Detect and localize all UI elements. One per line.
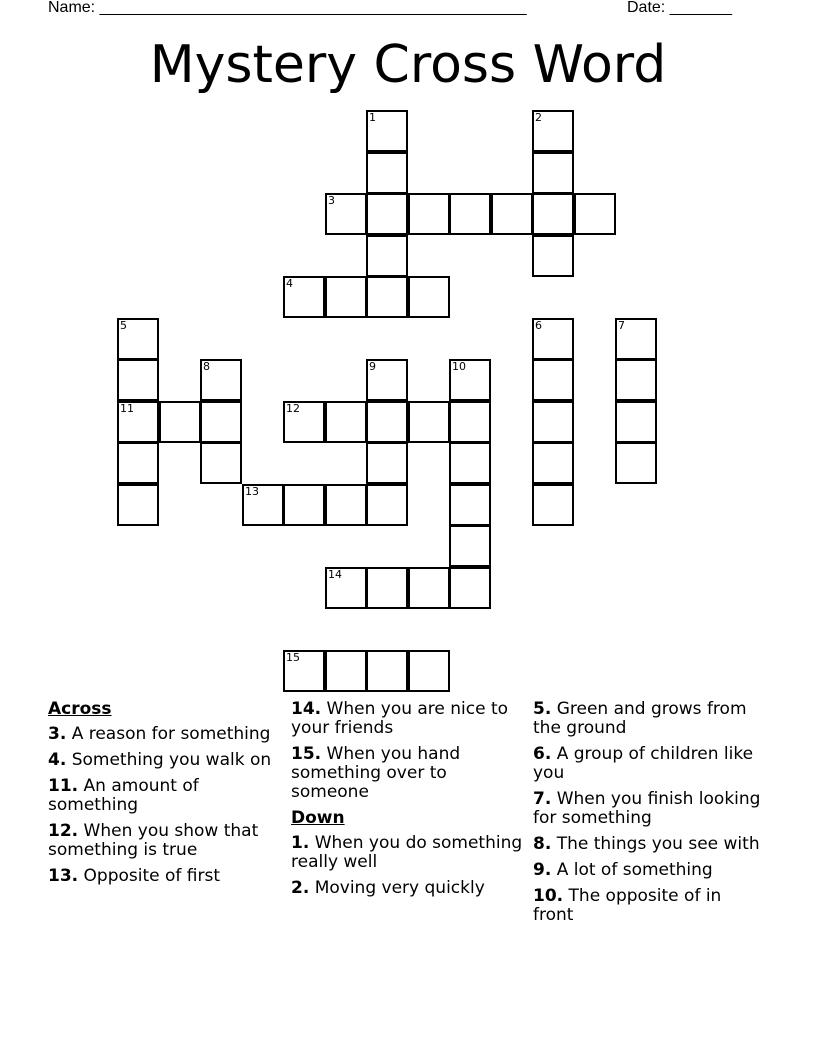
grid-cell[interactable] — [366, 152, 408, 194]
grid-cell[interactable] — [117, 359, 159, 401]
cell-number: 13 — [245, 485, 259, 498]
grid-cell[interactable] — [325, 650, 367, 692]
grid-cell[interactable] — [117, 484, 159, 526]
grid-cell[interactable] — [366, 401, 408, 443]
grid-cell[interactable] — [408, 276, 450, 318]
grid-cell[interactable] — [366, 193, 408, 235]
grid-cell[interactable] — [615, 359, 657, 401]
cell-number: 11 — [120, 402, 134, 415]
page-title: Mystery Cross Word — [149, 35, 667, 95]
grid-cell[interactable] — [408, 193, 450, 235]
grid-cell[interactable] — [159, 401, 201, 443]
grid-cell[interactable] — [532, 235, 574, 277]
grid-cell[interactable] — [325, 401, 367, 443]
cell-number: 3 — [328, 194, 335, 207]
grid-cell[interactable] — [325, 567, 367, 609]
grid-cell[interactable] — [408, 401, 450, 443]
clues-column-1 — [48, 700, 280, 893]
clue-across-15: 15. When you hand something over to someone — [291, 744, 461, 802]
clue-across-12: 12. When you show that something is true — [48, 821, 259, 860]
grid-cell[interactable] — [366, 110, 408, 152]
grid-cell[interactable] — [574, 193, 616, 235]
clues-column-2 — [291, 700, 523, 905]
grid-cell[interactable] — [117, 401, 159, 443]
grid-cell[interactable] — [532, 110, 574, 152]
grid-cell[interactable] — [366, 276, 408, 318]
clue-down-9: 9. A lot of something — [533, 860, 713, 880]
grid-cell[interactable] — [283, 401, 325, 443]
clue-across-11: 11. An amount of something — [48, 776, 199, 815]
clue-across-3: 3. A reason for something — [48, 724, 271, 744]
grid-cell[interactable] — [449, 484, 491, 526]
clue-down-7: 7. When you finish looking for something — [533, 789, 761, 828]
grid-cell[interactable] — [366, 359, 408, 401]
grid-cell[interactable] — [449, 193, 491, 235]
grid-cell[interactable] — [325, 484, 367, 526]
cell-number: 4 — [286, 277, 293, 290]
grid-cell[interactable] — [449, 525, 491, 567]
clue-down-5: 5. Green and grows from the ground — [533, 699, 747, 738]
clue-down-8: 8. The things you see with — [533, 834, 760, 854]
clue-down-10: 10. The opposite of in front — [533, 886, 722, 925]
grid-cell[interactable] — [283, 276, 325, 318]
date-field-label: Date: _______ — [627, 0, 732, 16]
cell-number: 8 — [203, 360, 210, 373]
clue-down-6: 6. A group of children like you — [533, 744, 754, 783]
name-field-label: Name: ________________________________________________ — [48, 0, 527, 16]
grid-cell[interactable] — [491, 193, 533, 235]
grid-cell[interactable] — [532, 318, 574, 360]
clue-down-2: 2. Moving very quickly — [291, 878, 485, 898]
cell-number: 5 — [120, 319, 127, 332]
grid-cell[interactable] — [366, 567, 408, 609]
grid-cell[interactable] — [283, 484, 325, 526]
grid-cell[interactable] — [283, 650, 325, 692]
grid-cell[interactable] — [449, 401, 491, 443]
cell-number: 6 — [535, 319, 542, 332]
cell-number: 14 — [328, 568, 342, 581]
grid-cell[interactable] — [325, 193, 367, 235]
down-heading: Down — [291, 808, 345, 828]
cell-number: 15 — [286, 651, 300, 664]
grid-cell[interactable] — [532, 359, 574, 401]
grid-cell[interactable] — [200, 442, 242, 484]
grid-cell[interactable] — [615, 442, 657, 484]
cell-number: 10 — [452, 360, 466, 373]
clue-down-1: 1. When you do something really well — [291, 833, 523, 872]
grid-cell[interactable] — [366, 650, 408, 692]
grid-cell[interactable] — [117, 318, 159, 360]
clue-across-13: 13. Opposite of first — [48, 866, 221, 886]
grid-cell[interactable] — [532, 442, 574, 484]
grid-cell[interactable] — [449, 567, 491, 609]
clues-column-3 — [533, 700, 765, 932]
across-heading: Across — [48, 699, 112, 719]
grid-cell[interactable] — [242, 484, 284, 526]
grid-cell[interactable] — [325, 276, 367, 318]
grid-cell[interactable] — [532, 152, 574, 194]
grid-cell[interactable] — [615, 401, 657, 443]
grid-cell[interactable] — [408, 650, 450, 692]
clue-across-4: 4. Something you walk on — [48, 750, 272, 770]
grid-cell[interactable] — [449, 442, 491, 484]
clue-across-14: 14. When you are nice to your friends — [291, 699, 509, 738]
cell-number: 12 — [286, 402, 300, 415]
grid-cell[interactable] — [532, 193, 574, 235]
grid-cell[interactable] — [366, 442, 408, 484]
grid-cell[interactable] — [117, 442, 159, 484]
grid-cell[interactable] — [200, 401, 242, 443]
grid-cell[interactable] — [366, 484, 408, 526]
grid-cell[interactable] — [200, 359, 242, 401]
grid-cell[interactable] — [532, 401, 574, 443]
grid-cell[interactable] — [408, 567, 450, 609]
cell-number: 1 — [369, 111, 376, 124]
grid-cell[interactable] — [449, 359, 491, 401]
grid-cell[interactable] — [615, 318, 657, 360]
grid-cell[interactable] — [532, 484, 574, 526]
cell-number: 9 — [369, 360, 376, 373]
grid-cell[interactable] — [366, 235, 408, 277]
cell-number: 7 — [618, 319, 625, 332]
cell-number: 2 — [535, 111, 542, 124]
